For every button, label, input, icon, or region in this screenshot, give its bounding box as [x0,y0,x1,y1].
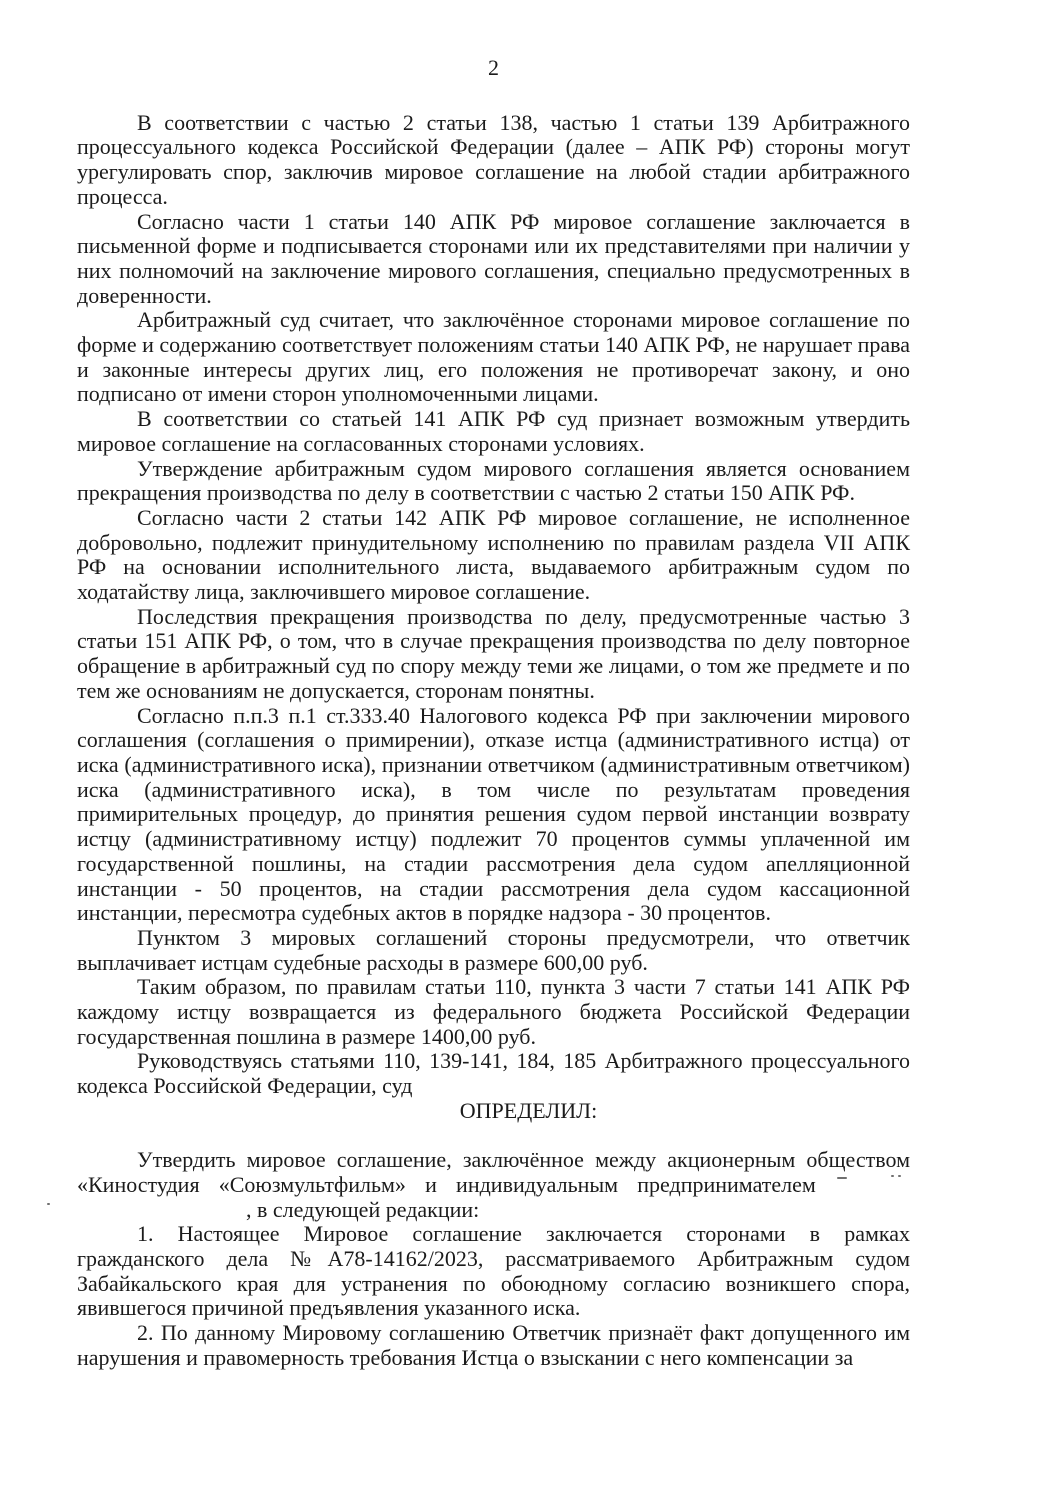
ruling-heading: ОПРЕДЕЛИЛ: [459,1097,598,1123]
paragraph-court-costs: Пунктом 3 мировых соглашений стороны предусмотрели, что ответчик выплачивает истцам судебные расходы в размере 600,00 руб. [77,924,910,975]
page-number: 2 [488,55,499,80]
operative-intro [77,1148,910,1222]
blank-line [77,1124,910,1149]
paragraph-apk-151: Последствия прекращения производства по делу, предусмотренные частью 3 статьи 151 АПК РФ, о том, что в случае прекращения производства по делу повторное обращение в арбитражный суд по спору между теми же лицами, о том же предмете и по тем же основаниям не допускается, сторонам понятны. [77,603,910,703]
paragraph-tax-code: Согласно п.п.3 п.1 ст.333.40 Налогового кодекса РФ при заключении мирового соглашения (соглашения о примирении), отказе истца (административного истца) от иска (административного иска), признании ответчиком (административным ответчиком) иска (административного иска), в том числе по результатам проведения примирительных процедур, до принятия решения судом первой инстанции возврату истцу (административному истцу) подлежит 70 процентов суммы уплаченной им государственной пошлины, на стадии рассмотрения дела судом апелляционной инстанции - 50 процентов, на стадии рассмотрения дела судом кассационной инстанции, пересмотра судебных актов в порядке надзора - 30 процентов. [77,702,910,926]
operative-intro-line-3-text: , в следующей редакции: [246,1196,480,1222]
operative-intro-line-2-text: «Киностудия «Союзмультфильм» и индивидуальным предпринимателем [77,1171,816,1197]
paragraph-apk-150: Утверждение арбитражным судом мирового соглашения является основанием прекращения производства по делу в соответствии с частью 2 статьи 150 АПК РФ. [77,455,910,506]
clause-1: 1. Настоящее Мировое соглашение заключается сторонами в рамках гражданского дела №А78-14162/2023, рассматриваемого Арбитражным судом Забайкальского края для устранения по обоюдному согласию возникшего спора, явившегося причиной предъявления указанного иска. [77,1221,910,1321]
paragraph-duty-refund: Таким образом, по правилам статьи 110, пункта 3 части 7 статьи 141 АПК РФ каждому истцу возвращается из федерального бюджета Российской Федерации государственная пошлина в размере 1400,00 руб. [77,974,910,1049]
redaction-remnant [891,1175,894,1177]
redaction-remnant [898,1175,901,1177]
paragraph-apk-140: Согласно части 1 статьи 140 АПК РФ мировое соглашение заключается в письменной форме и подписывается сторонами или их представителями при наличии у них полномочий на заключение мирового соглашения, специально предусмотренных в доверенности. [77,208,910,308]
paragraph-court-opinion: Арбитражный суд считает, что заключённое сторонами мировое соглашение по форме и содержанию соответствует положениям статьи 140 АПК РФ, не нарушает права и законные интересы других лиц, его положения не противоречат закону, и оно подписано от имени сторон уполномоченными лицами. [77,307,910,407]
redacted-name-space [835,1174,910,1192]
paragraph-guided-by: Руководствуясь статьями 110, 139-141, 184, 185 Арбитражного процессуального кодекса Российской Федерации, суд [77,1048,910,1099]
redaction-remnant [837,1177,847,1179]
paragraph-apk-142: Согласно части 2 статьи 142 АПК РФ мировое соглашение, не исполненное добровольно, подлежит принудительному исполнению по правилам раздела VII АПК РФ на основании исполнительного листа, выдаваемого арбитражным судом по ходатайству лица, заключившего мировое соглашение. [77,504,910,605]
paragraph-apk-141: В соответствии со статьей 141 АПК РФ суд признает возможным утвердить мировое соглашение на согласованных сторонами условиях. [77,406,910,456]
document-body [77,111,910,1371]
operative-intro-line-1: Утвердить мировое соглашение, заключённое между акционерным обществом [137,1147,910,1173]
clause-2: 2. По данному Мировому соглашению Ответчик признаёт факт допущенного им нарушения и правомерность требования Истца о взыскании с него компенсации за [77,1320,910,1370]
paragraph-apk-138-139: В соответствии с частью 2 статьи 138, частью 1 статьи 139 Арбитражного процессуального кодекса Российской Федерации (далее – АПК РФ) стороны могут урегулировать спор, заключив мировое соглашение на любой стадии арбитражного процесса. [77,109,910,209]
redaction-remnant [47,1203,50,1205]
operative-intro-line-3 [77,1198,910,1223]
operative-intro-line-2 [77,1173,910,1198]
